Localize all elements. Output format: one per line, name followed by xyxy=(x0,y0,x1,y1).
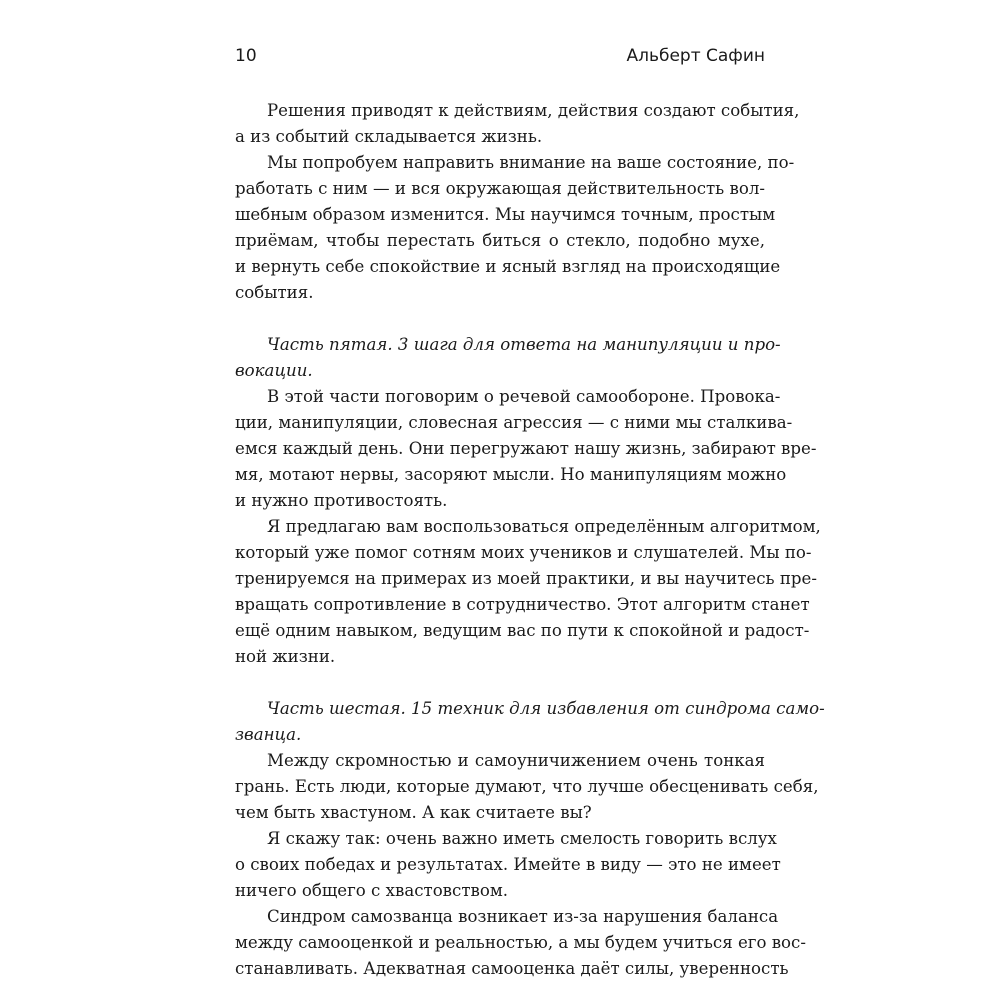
paragraph xyxy=(235,826,781,904)
paragraph xyxy=(235,904,806,982)
running-head xyxy=(235,46,765,76)
text-line: ничего общего с хвастовством. xyxy=(235,881,509,900)
text-line: Между скромностью и самоуничижением очень тонкая xyxy=(267,751,765,770)
author-name: Альберт Сафин xyxy=(626,46,765,66)
text-line: Часть пятая. 3 шага для ответа на манипуляции и про- xyxy=(267,335,781,354)
paragraph xyxy=(235,748,819,826)
paragraph xyxy=(235,98,800,150)
text-line: ции, манипуляции, словесная агрессия — с ними мы сталкива- xyxy=(235,413,793,432)
text-line: Решения приводят к действиям, действия создают события, xyxy=(267,101,800,120)
text-line: и вернуть себе спокойствие и ясный взгляд на происходящие xyxy=(235,257,781,276)
text-line: события. xyxy=(235,283,314,302)
text-line: Часть шестая. 15 техник для избавления от синдрома само- xyxy=(267,699,825,718)
paragraph xyxy=(235,384,817,514)
text-line: грань. Есть люди, которые думают, что лучше обесценивать себя, xyxy=(235,777,819,796)
section-heading xyxy=(235,696,825,748)
text-line: Я скажу так: очень важно иметь смелость говорить вслух xyxy=(267,829,777,848)
text-line: званца. xyxy=(235,725,302,744)
text-line: мя, мотают нервы, засоряют мысли. Но манипуляциям можно xyxy=(235,465,787,484)
text-line: ещё одним навыком, ведущим вас по пути к спокойной и радост- xyxy=(235,621,810,640)
page-number: 10 xyxy=(235,46,257,66)
section-heading xyxy=(235,332,781,384)
text-line: Мы попробуем направить внимание на ваше состояние, по- xyxy=(267,153,795,172)
text-line: о своих победах и результатах. Имейте в виду — это не имеет xyxy=(235,855,781,874)
text-line: шебным образом изменится. Мы научимся точным, простым xyxy=(235,205,776,224)
text-line: работать с ним — и вся окружающая действительность вол- xyxy=(235,179,765,198)
text-line: ной жизни. xyxy=(235,647,336,666)
paragraph xyxy=(235,150,795,306)
text-line: Я предлагаю вам воспользоваться определённым алгоритмом, xyxy=(267,517,821,536)
text-line: и нужно противостоять. xyxy=(235,491,448,510)
text-line: емся каждый день. Они перегружают нашу жизнь, забирают вре- xyxy=(235,439,817,458)
body-text xyxy=(235,98,825,982)
text-line: Синдром самозванца возникает из-за нарушения баланса xyxy=(267,907,779,926)
book-page xyxy=(235,46,825,982)
text-line: а из событий складывается жизнь. xyxy=(235,127,543,146)
text-line: станавливать. Адекватная самооценка даёт силы, уверенность xyxy=(235,959,789,978)
paragraph xyxy=(235,514,821,670)
text-line: вращать сопротивление в сотрудничество. Этот алгоритм станет xyxy=(235,595,810,614)
text-line: который уже помог сотням моих учеников и слушателей. Мы по- xyxy=(235,543,812,562)
text-line: между самооценкой и реальностью, а мы будем учиться его вос- xyxy=(235,933,806,952)
text-line: приёмам, чтобы перестать биться о стекло, подобно мухе, xyxy=(235,231,765,250)
text-line: тренируемся на примерах из моей практики, и вы научитесь пре- xyxy=(235,569,817,588)
text-line: чем быть хвастуном. А как считаете вы? xyxy=(235,803,592,822)
text-line: вокации. xyxy=(235,361,313,380)
text-line: В этой части поговорим о речевой самообороне. Провока- xyxy=(267,387,781,406)
